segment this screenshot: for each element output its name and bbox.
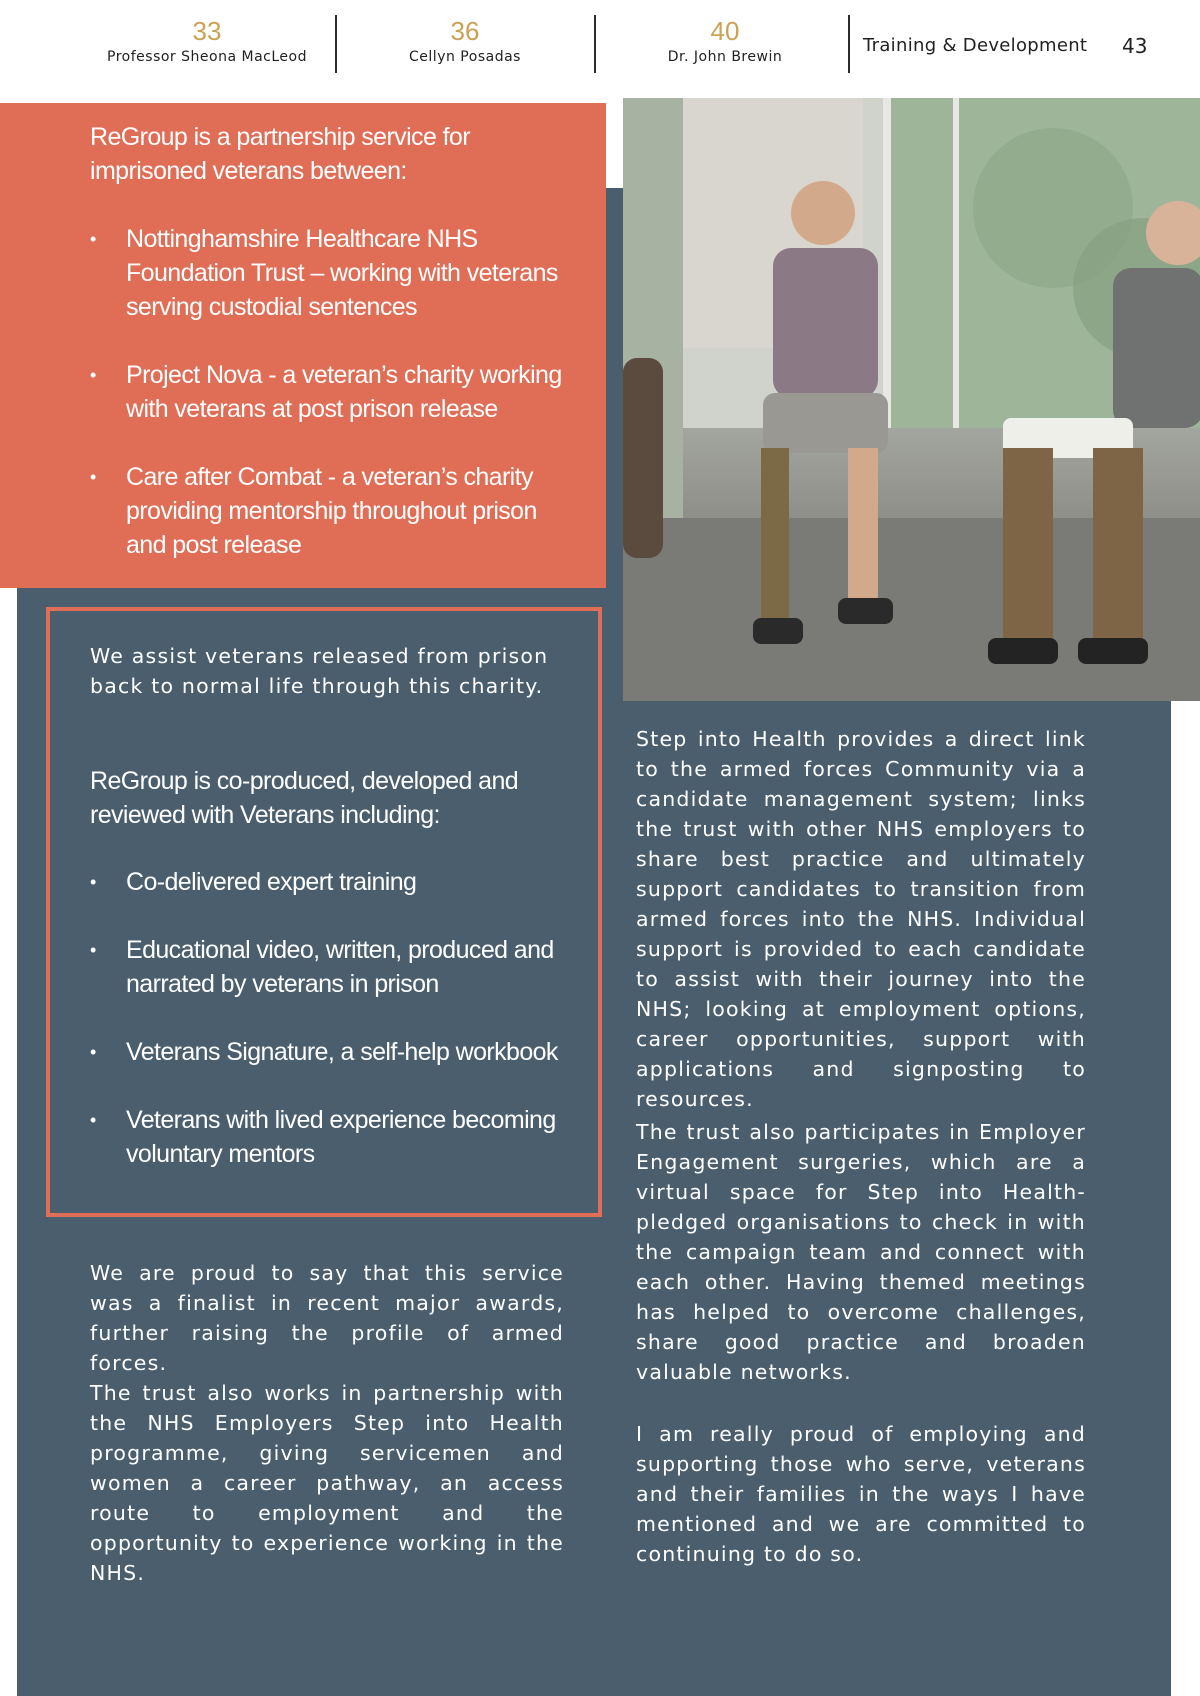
awards-finalist-paragraph: We are proud to say that this service was a finalist in recent major awards, further raising the profile of armed forces. xyxy=(90,1261,564,1375)
header-author-name: Professor Sheona MacLeod xyxy=(107,49,307,65)
list-item-text: Nottinghamshire Healthcare NHS Foundation Trust – working with veterans serving custodial sentences xyxy=(126,225,558,321)
list-item-text: Project Nova - a veteran’s charity working with veterans at post prison release xyxy=(126,361,562,423)
coproduction-intro: ReGroup is co-produced, developed and reviewed with Veterans including: xyxy=(90,767,519,829)
list-item xyxy=(90,222,570,324)
list-item xyxy=(90,865,580,899)
section-title: Training & Development xyxy=(863,35,1088,56)
page-number: 43 xyxy=(1122,34,1148,58)
bullet-icon: • xyxy=(90,1042,96,1062)
header-item-40[interactable] xyxy=(610,14,840,66)
veterans-group-photo xyxy=(623,98,1200,701)
bullet-icon: • xyxy=(90,467,96,487)
header-divider xyxy=(848,15,850,73)
regroup-partnership-intro: ReGroup is a partnership service for imprisoned veterans between: xyxy=(90,123,470,185)
bullet-icon: • xyxy=(90,1110,96,1130)
closing-statement-paragraph: I am really proud of employing and supporting those who serve, veterans and their families in the ways I have mentioned and we are committed to continuing to do so. xyxy=(636,1422,1086,1566)
list-item xyxy=(90,933,580,1001)
list-item-text: Veterans Signature, a self-help workbook xyxy=(126,1038,558,1066)
bullet-icon: • xyxy=(90,365,96,385)
header-author-name: Cellyn Posadas xyxy=(409,49,521,65)
coproduction-list xyxy=(90,865,580,1171)
list-item-text: Co-delivered expert training xyxy=(126,868,417,896)
list-item xyxy=(90,1103,580,1171)
list-item-text: Veterans with lived experience becoming voluntary mentors xyxy=(126,1106,556,1168)
header-page-ref: 36 xyxy=(450,16,480,46)
header-divider xyxy=(335,15,337,73)
header-item-33[interactable] xyxy=(92,14,322,66)
list-item-text: Care after Combat - a veteran’s charity providing mentorship throughout prison and post release xyxy=(126,463,537,559)
header-divider xyxy=(594,15,596,73)
list-item xyxy=(90,358,570,426)
assist-veterans-text: We assist veterans released from prison back to normal life through this charity. xyxy=(90,644,549,698)
bullet-icon: • xyxy=(90,872,96,892)
employer-engagement-paragraph: The trust also participates in Employer Engagement surgeries, which are a virtual space for Step into Health-pledged organisations to check in with the campaign team and connect with each other. Having themed meetings has helped to overcome challenges, share good practice and broaden valuable networks. xyxy=(636,1120,1086,1384)
list-item xyxy=(90,1035,580,1069)
bullet-icon: • xyxy=(90,940,96,960)
list-item xyxy=(90,460,570,562)
list-item-text: Educational video, written, produced and narrated by veterans in prison xyxy=(126,936,554,998)
header-page-ref: 40 xyxy=(710,16,740,46)
partnership-list xyxy=(90,222,570,562)
header-item-36[interactable] xyxy=(350,14,580,66)
step-into-health-paragraph: Step into Health provides a direct link to the armed forces Community via a candidate management system; links the trust with other NHS employers to share best practice and ultimately support candidates to transition from armed forces into the NHS. Individual support is provided to each candidate to assist with their journey into the NHS; looking at employment options, career opportunities, support with applications and signposting to resources. xyxy=(636,727,1086,1111)
header-author-name: Dr. John Brewin xyxy=(667,49,783,65)
header-page-ref: 33 xyxy=(192,16,222,46)
bullet-icon: • xyxy=(90,229,96,249)
step-into-health-partnership-paragraph: The trust also works in partnership with the NHS Employers Step into Health programme, giving servicemen and women a career pathway, an access route to employment and the opportunity to experience working in the NHS. xyxy=(90,1381,564,1585)
